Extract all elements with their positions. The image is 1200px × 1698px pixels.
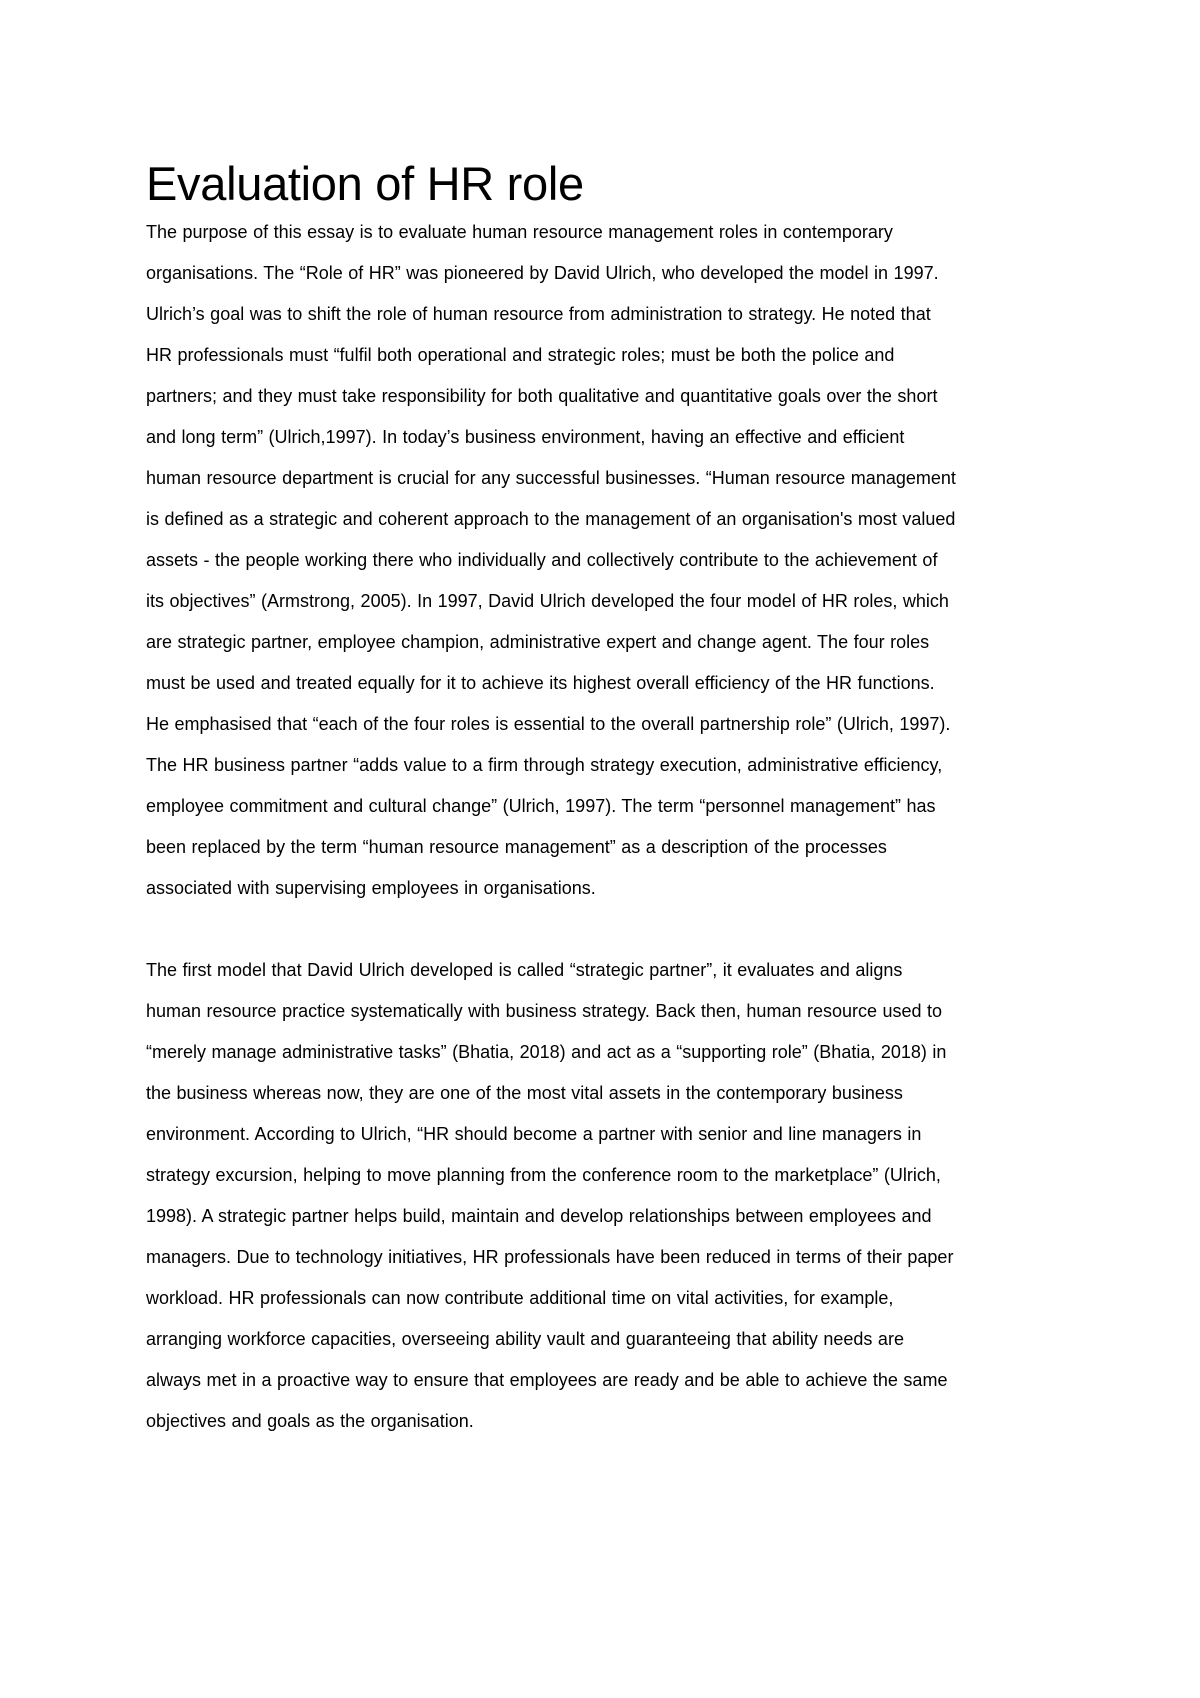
text-line: He emphasised that “each of the four roles is essential to the overall partnership role” (Ulrich, 1997). bbox=[146, 714, 951, 734]
text-line: The purpose of this essay is to evaluate human resource management roles in contemporary bbox=[146, 222, 893, 242]
text-line: its objectives” (Armstrong, 2005). In 1997, David Ulrich developed the four model of HR roles, which bbox=[146, 591, 949, 611]
text-line: must be used and treated equally for it to achieve its highest overall efficiency of the HR functions. bbox=[146, 673, 935, 693]
text-line: been replaced by the term “human resource management” as a description of the processes bbox=[146, 837, 887, 857]
text-line: always met in a proactive way to ensure that employees are ready and be able to achieve the same bbox=[146, 1370, 948, 1390]
paragraph-intro bbox=[146, 212, 1071, 909]
document-title: Evaluation of HR role bbox=[146, 157, 584, 210]
text-line: environment. According to Ulrich, “HR should become a partner with senior and line managers in bbox=[146, 1124, 922, 1144]
text-line: workload. HR professionals can now contribute additional time on vital activities, for example, bbox=[146, 1288, 894, 1308]
text-line: human resource department is crucial for any successful businesses. “Human resource management bbox=[146, 468, 956, 488]
text-line: human resource practice systematically with business strategy. Back then, human resource used to bbox=[146, 1001, 943, 1021]
text-line: associated with supervising employees in organisations. bbox=[146, 878, 596, 898]
text-line: HR professionals must “fulfil both operational and strategic roles; must be both the police and bbox=[146, 345, 895, 365]
text-line: assets - the people working there who individually and collectively contribute to the achievement of bbox=[146, 550, 938, 570]
text-line: The HR business partner “adds value to a firm through strategy execution, administrative efficiency, bbox=[146, 755, 943, 775]
text-line: and long term” (Ulrich,1997). In today’s business environment, having an effective and efficient bbox=[146, 427, 905, 447]
text-line: “merely manage administrative tasks” (Bhatia, 2018) and act as a “supporting role” (Bhatia, 2018) in bbox=[146, 1042, 947, 1062]
paragraph-strategic-partner bbox=[146, 950, 1071, 1442]
text-line: the business whereas now, they are one of the most vital assets in the contemporary business bbox=[146, 1083, 903, 1103]
text-line: 1998). A strategic partner helps build, maintain and develop relationships between employees and bbox=[146, 1206, 932, 1226]
text-line: are strategic partner, employee champion, administrative expert and change agent. The four roles bbox=[146, 632, 930, 652]
text-line: The first model that David Ulrich developed is called “strategic partner”, it evaluates and aligns bbox=[146, 960, 903, 980]
text-line: objectives and goals as the organisation. bbox=[146, 1411, 474, 1431]
text-line: organisations. The “Role of HR” was pioneered by David Ulrich, who developed the model in 1997. bbox=[146, 263, 939, 283]
text-line: arranging workforce capacities, overseeing ability vault and guaranteeing that ability needs are bbox=[146, 1329, 904, 1349]
document-body bbox=[146, 156, 1071, 1442]
text-line: is defined as a strategic and coherent approach to the management of an organisation's most valued bbox=[146, 509, 956, 529]
text-line: managers. Due to technology initiatives, HR professionals have been reduced in terms of their paper bbox=[146, 1247, 954, 1267]
text-line: strategy excursion, helping to move planning from the conference room to the marketplace” (Ulrich, bbox=[146, 1165, 941, 1185]
text-line: employee commitment and cultural change” (Ulrich, 1997). The term “personnel management” has bbox=[146, 796, 936, 816]
paragraph-spacer bbox=[146, 909, 1071, 950]
text-line: Ulrich’s goal was to shift the role of human resource from administration to strategy. He noted that bbox=[146, 304, 931, 324]
text-line: partners; and they must take responsibility for both qualitative and quantitative goals over the short bbox=[146, 386, 938, 406]
